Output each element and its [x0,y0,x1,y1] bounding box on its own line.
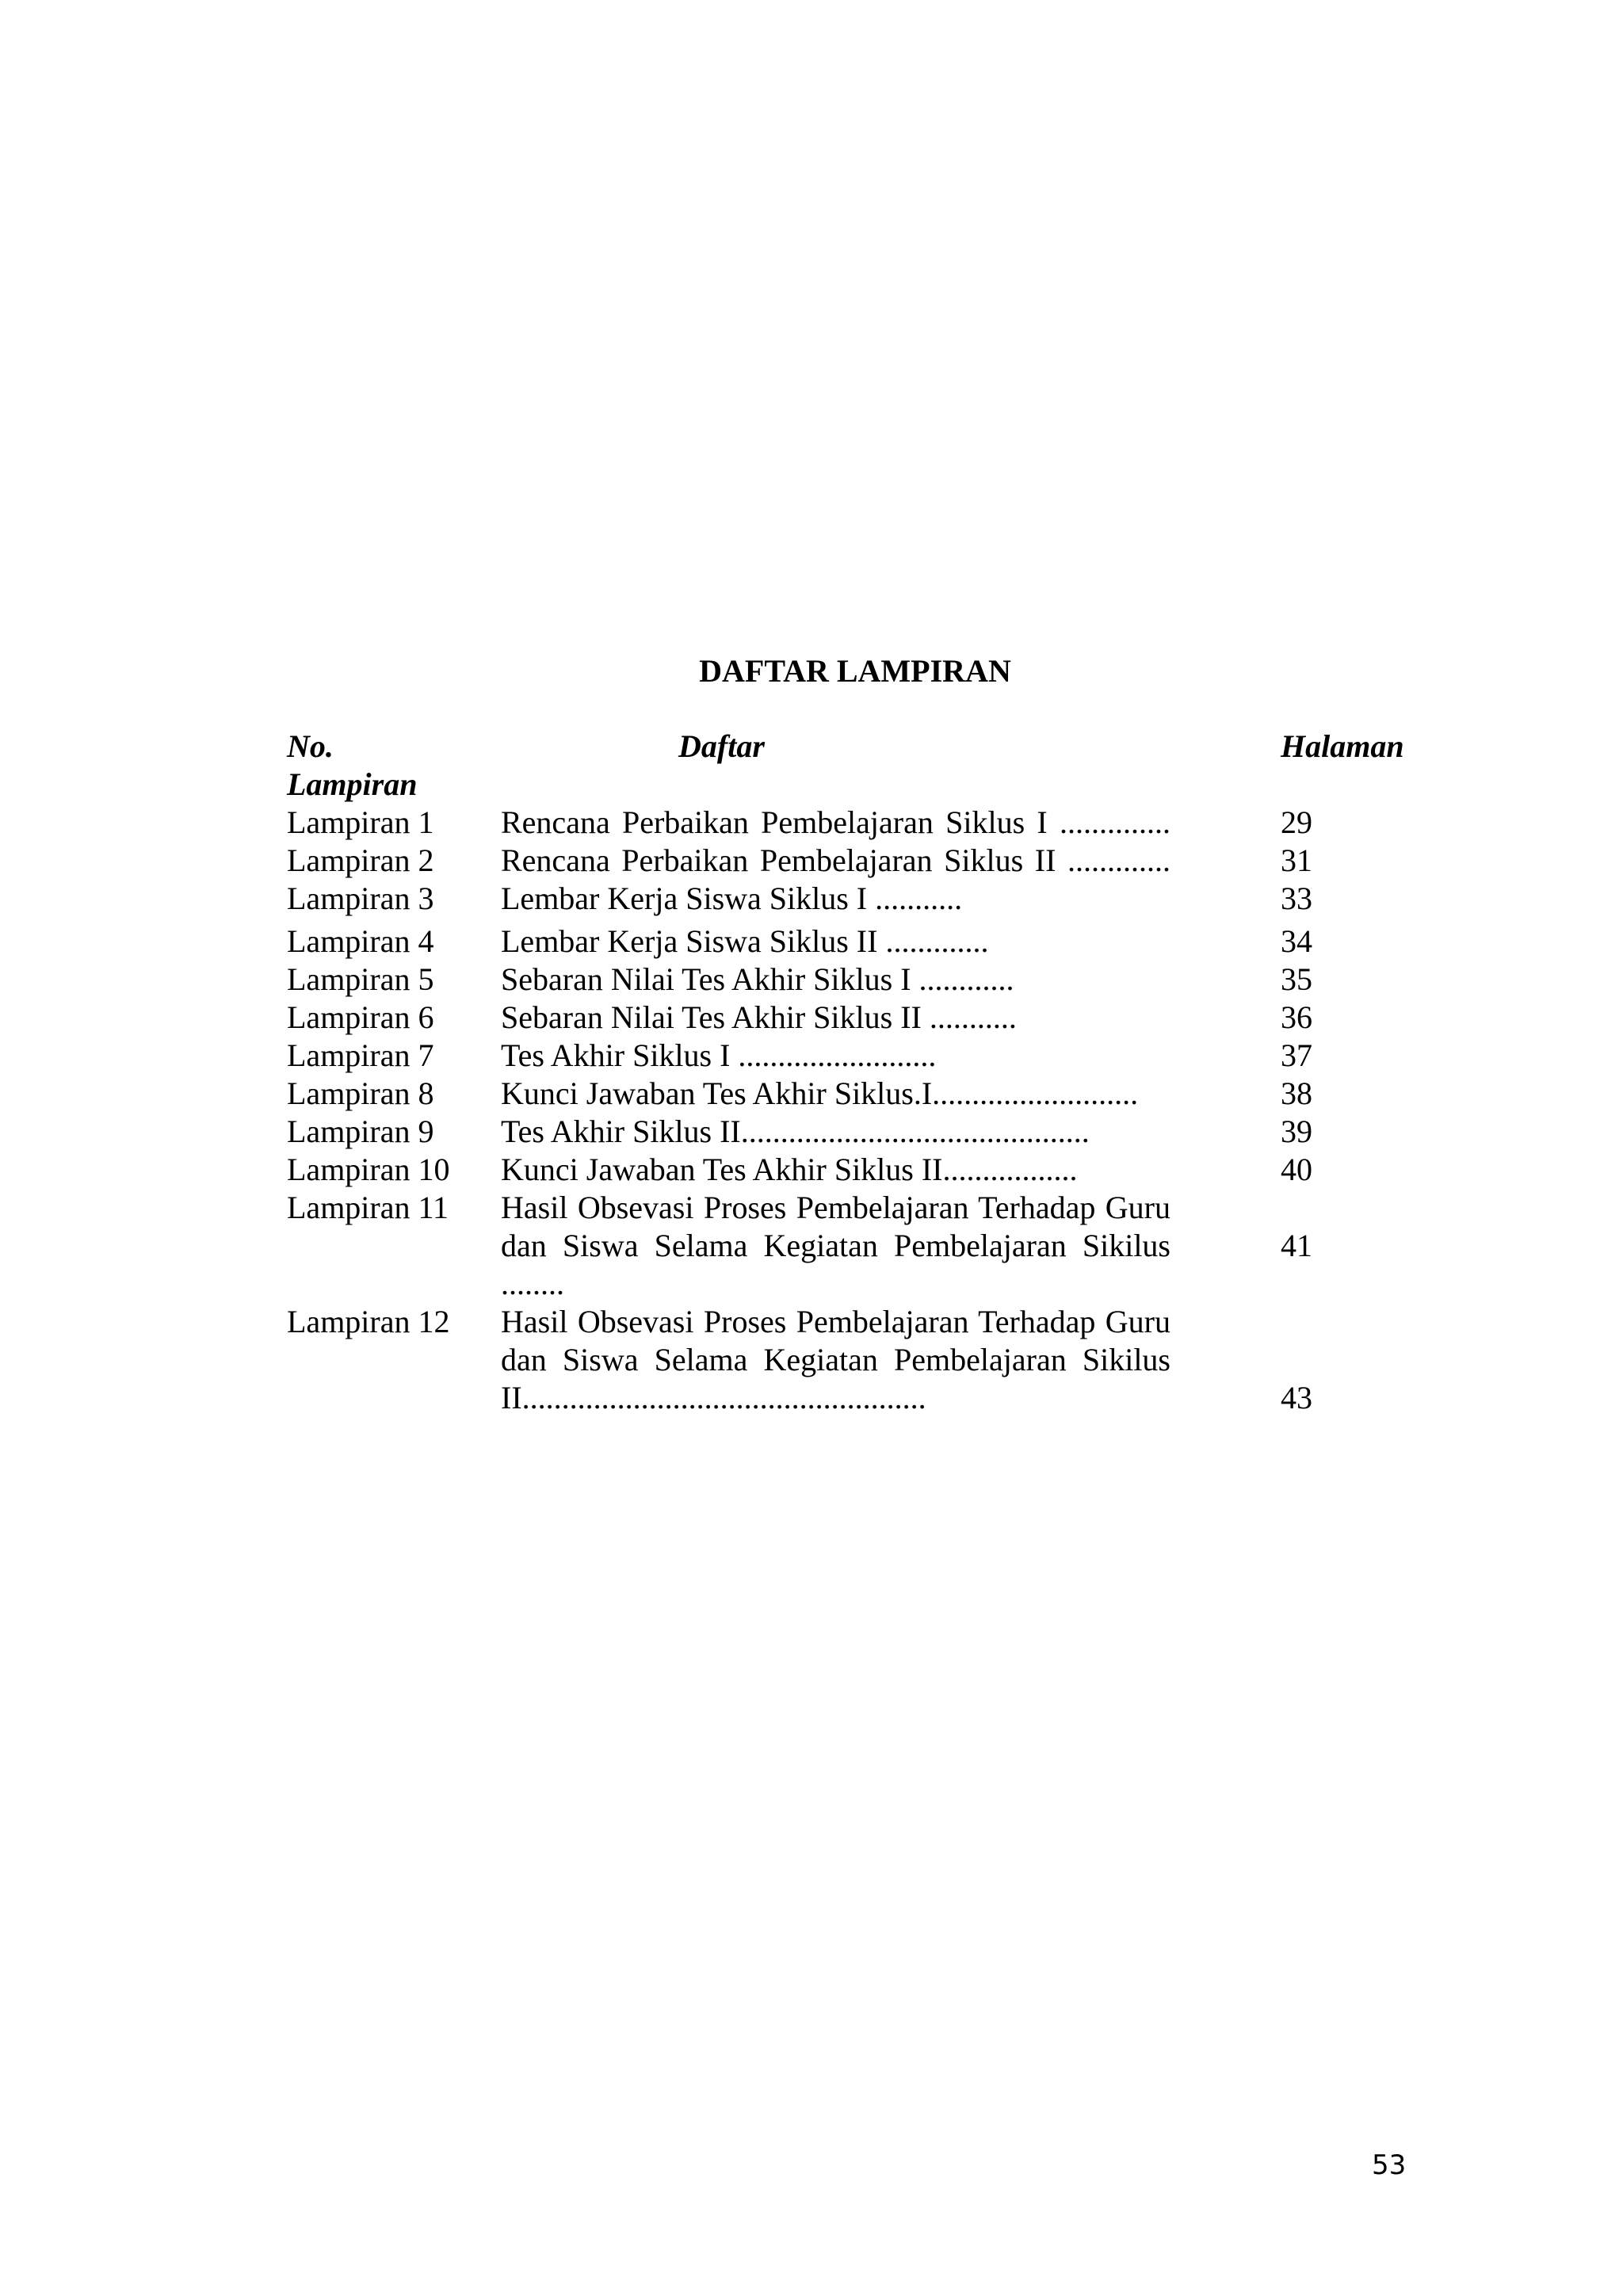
row-number: Lampiran 11 [287,1190,449,1225]
row-description: Kunci Jawaban Tes Akhir Siklus.I.......................... [501,1075,1139,1111]
row-page: 39 [1281,1114,1312,1149]
row-number: Lampiran 5 [287,961,434,997]
page-number: 53 [1372,2149,1407,2181]
row-page: 36 [1281,999,1312,1035]
header-halaman: Halaman [1281,728,1404,764]
row-page: 34 [1281,923,1312,959]
row-page: 41 [1281,1228,1312,1263]
row-description-text: Rencana Perbaikan Pembelajaran Siklus II ............. [501,842,1170,878]
row-number: Lampiran 12 [287,1304,450,1339]
row-description: Sebaran Nilai Tes Akhir Siklus I ............ [501,961,1014,997]
row-description: Tes Akhir Siklus I ......................... [501,1037,937,1073]
table-row [287,1075,1412,1113]
row-description: Tes Akhir Siklus II............................................ [501,1114,1090,1149]
header-no-line1: No. [287,728,334,764]
row-page: 38 [1281,1075,1312,1111]
row-description: Hasil Obsevasi Proses Pembelajaran Terhadap Guru dan Siswa Selama Kegiatan Pembelajaran Sikilus ........ [501,1190,1170,1301]
row-number: Lampiran 7 [287,1037,434,1073]
header-daftar: Daftar [678,728,765,764]
table-row [287,880,1412,918]
row-number: Lampiran 10 [287,1152,450,1187]
row-description: Sebaran Nilai Tes Akhir Siklus II ........... [501,999,1017,1035]
row-page: 43 [1281,1380,1312,1415]
row-description: Hasil Obsevasi Proses Pembelajaran Terhadap Guru dan Siswa Selama Kegiatan Pembelajaran Sikilus II................................................... [501,1304,1170,1415]
row-number: Lampiran 9 [287,1114,434,1149]
table-row [287,1189,1412,1303]
table-row [287,923,1412,961]
row-page: 31 [1281,842,1312,878]
row-number: Lampiran 8 [287,1075,434,1111]
row-description-text: Rencana Perbaikan Pembelajaran Siklus I .............. [501,804,1170,840]
table-row [287,1303,1412,1417]
table-header [287,728,1412,804]
row-page: 35 [1281,961,1312,997]
row-page: 29 [1281,804,1312,840]
row-page: 33 [1281,881,1312,916]
row-description [501,842,1170,880]
row-number: Lampiran 1 [287,804,434,840]
row-page: 40 [1281,1152,1312,1187]
row-number: Lampiran 3 [287,881,434,916]
row-description [501,804,1170,842]
header-no-line2: Lampiran [287,766,418,802]
row-number: Lampiran 6 [287,999,434,1035]
row-page: 37 [1281,1037,1312,1073]
row-description: Lembar Kerja Siswa Siklus I ........... [501,881,963,916]
row-number: Lampiran 2 [287,842,434,878]
row-description: Lembar Kerja Siswa Siklus II ............. [501,923,989,959]
row-number: Lampiran 4 [287,923,434,959]
table-row [287,961,1412,999]
table-row [287,999,1412,1037]
table-row [287,1113,1412,1151]
header-no [287,728,501,804]
row-description: Kunci Jawaban Tes Akhir Siklus II................. [501,1152,1078,1187]
table-row [287,1151,1412,1189]
page-title: DAFTAR LAMPIRAN [699,653,1011,689]
lampiran-table [287,728,1412,1417]
table-row [287,804,1412,842]
table-row [287,842,1412,880]
table-row [287,1037,1412,1075]
